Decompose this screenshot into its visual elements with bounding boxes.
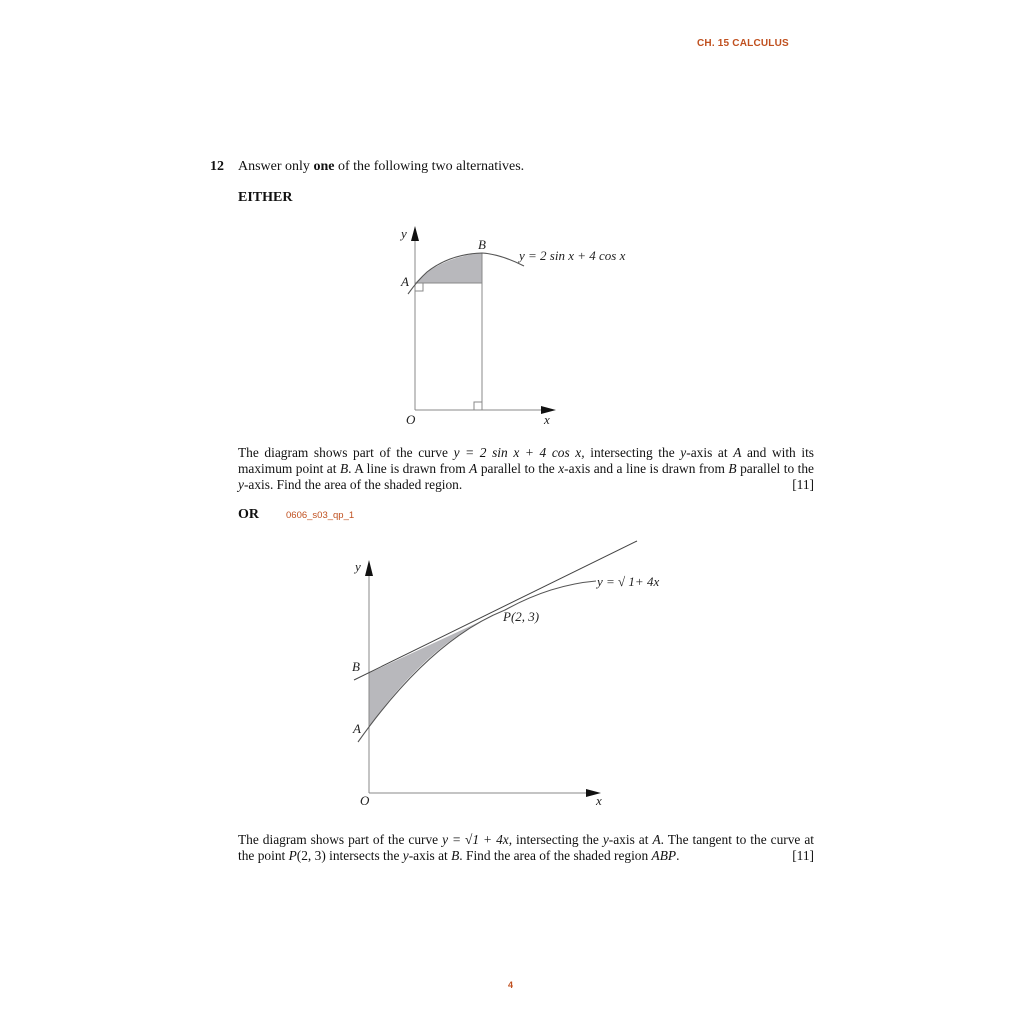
or-curve — [358, 581, 596, 742]
or-shaded-region — [369, 610, 505, 727]
either-origin-label: O — [406, 412, 416, 427]
source-reference: 0606_s03_qp_1 — [286, 510, 355, 521]
intro-emphasis: one — [313, 159, 335, 174]
or-y-arrow-icon — [365, 560, 373, 576]
or-point-b-label: B — [352, 659, 360, 674]
or-question-text: The diagram shows part of the curve y = √1 + 4x, intersecting the y-axis at A. The tangent to the curve at the point P(2, 3) intersects the y-axis at B. Find the area of the shaded region ABP. [11] — [238, 832, 815, 863]
or-point-p-label: P(2, 3) — [503, 609, 540, 624]
or-y-label: y — [355, 559, 361, 574]
either-point-a-label: A — [401, 274, 409, 289]
or-origin-label: O — [360, 793, 370, 808]
or-point-a-label: A — [353, 721, 361, 736]
either-y-label: y — [401, 226, 407, 241]
or-marks: [11] — [792, 848, 814, 863]
or-x-label: x — [596, 793, 602, 808]
chapter-header: CH. 15 CALCULUS — [697, 38, 789, 49]
question-number: 12 — [210, 159, 224, 174]
or-label: OR — [238, 507, 259, 522]
either-x-label: x — [544, 412, 550, 427]
intro-text-end: of the following two alternatives. — [334, 159, 525, 174]
either-point-b-label: B — [478, 237, 486, 252]
either-question-text: The diagram shows part of the curve y = 2 sin x + 4 cos x, intersecting the y-axis at A and with its maximum point at B. A line is drawn from A parallel to the x-axis and a line is drawn from B parallel to the y-axis. Find the area of the shaded region. [11] — [238, 445, 815, 492]
or-tangent-line — [354, 541, 637, 680]
page-number: 4 — [508, 980, 514, 990]
either-label: EITHER — [238, 190, 293, 205]
intro-text: Answer only — [238, 159, 314, 174]
either-curve-label: y = 2 sin x + 4 cos x — [519, 248, 626, 263]
either-marks: [11] — [792, 477, 814, 492]
or-curve-label: y = √ 1+ 4x — [597, 574, 660, 589]
